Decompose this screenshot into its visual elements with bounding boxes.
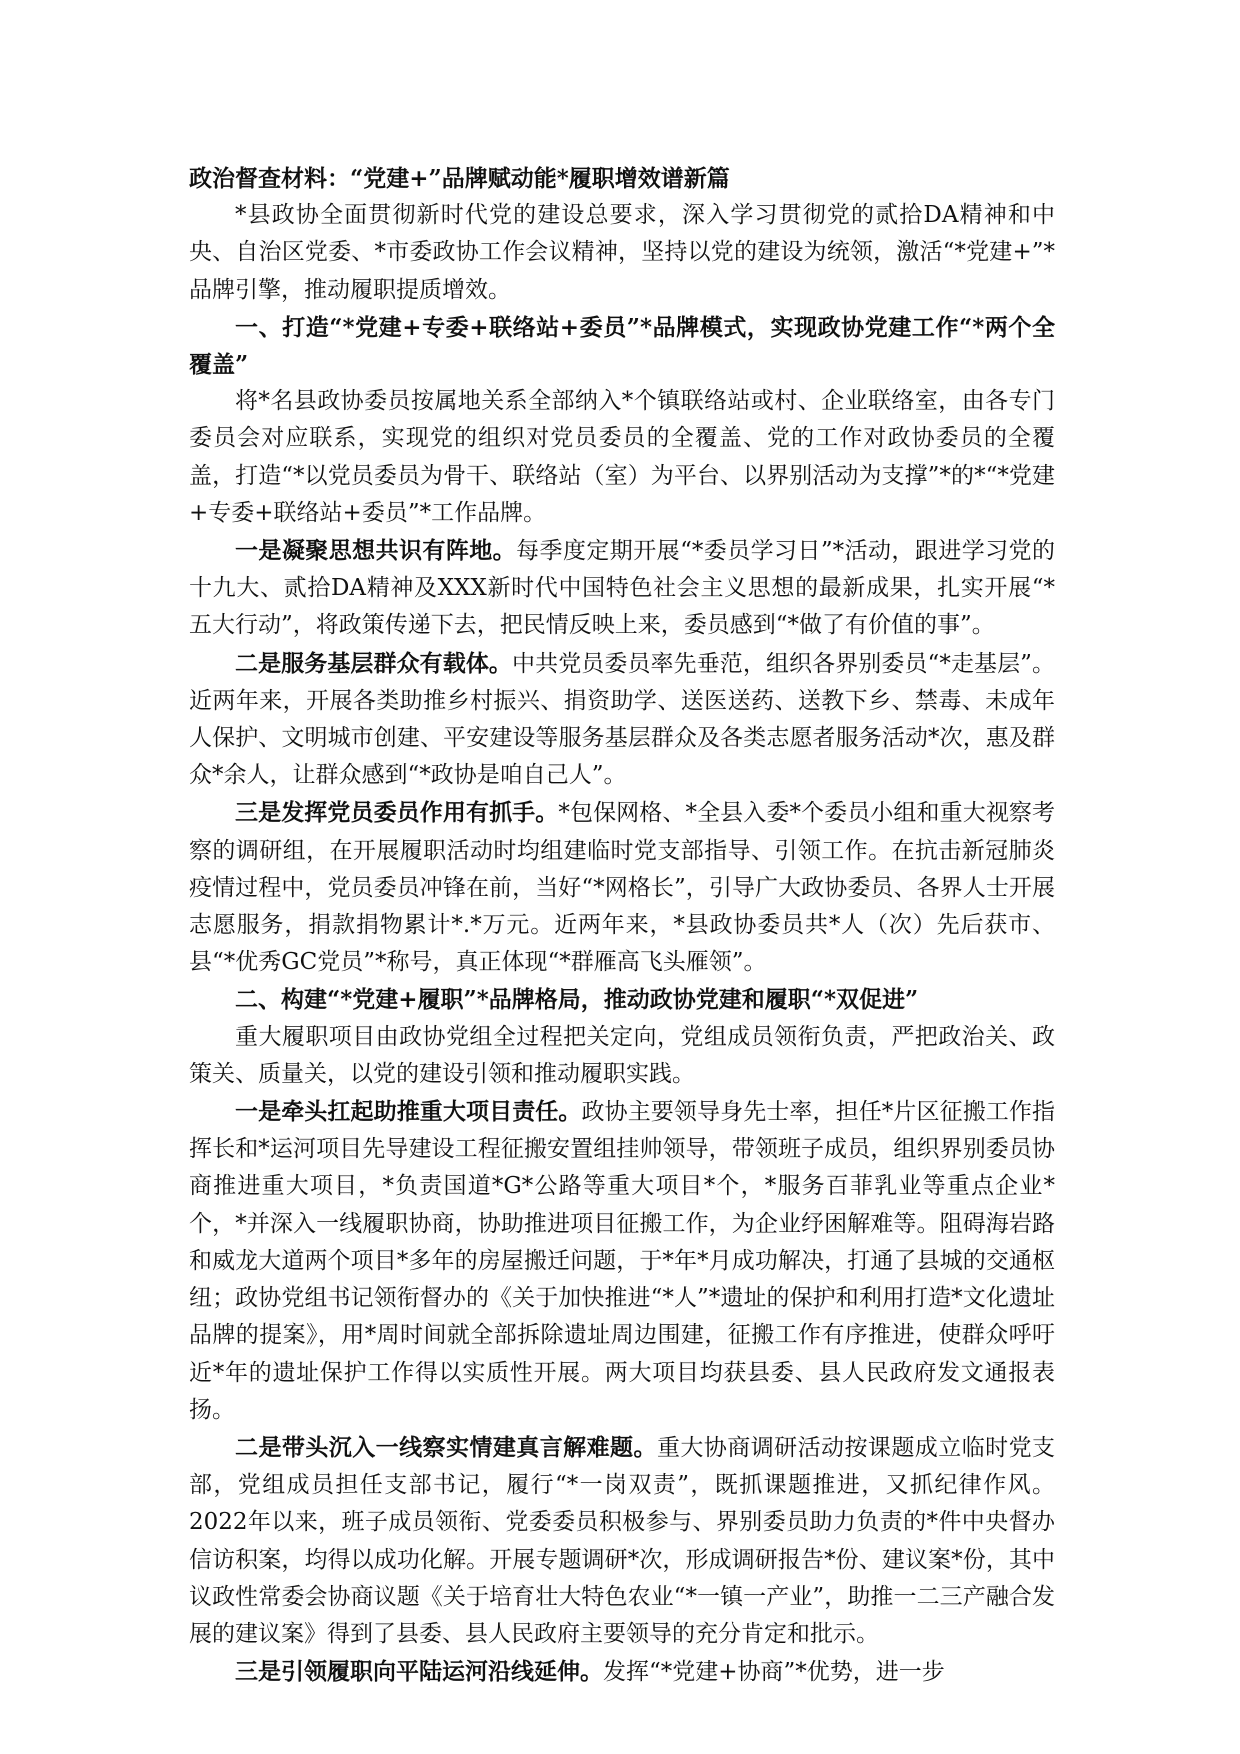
section-1-item-3 xyxy=(189,794,1055,981)
section-1-item-2 xyxy=(189,645,1055,795)
section-1-item-2-lead: 二是服务基层群众有载体。 xyxy=(235,649,513,677)
section-2-item-2-lead: 二是带头沉入一线察实情建真言解难题。 xyxy=(235,1433,657,1461)
section-2-item-3-text: 发挥“*党建+协商”*优势，进一步 xyxy=(603,1659,945,1686)
section-2-body: 重大履职项目由政协党组全过程把关定向，党组成员领衔负责，严把政治关、政策关、质量关，以党的建设引领和推动履职实践。 xyxy=(189,1023,1055,1087)
document-body xyxy=(189,160,1055,1691)
section-1-item-1-lead: 一是凝聚思想共识有阵地。 xyxy=(235,537,517,565)
section-1-item-3-text: *包保网格、*全县入委*个委员小组和重大视察考察的调研组，在开展履职活动时均组建临时党支部指导、引领工作。在抗击新冠肺炎疫情过程中，党员委员冲锋在前，当好“*网格长”，引导广大政协委员、各界人士开展志愿服务，捐款捐物累计*.*万元。近两年来，*县政协委员共*人（次）先后获市、县“*优秀GC党员”*称号，真正体现“*群雁高飞头雁领”。 xyxy=(189,800,1056,976)
section-1-heading: 一、打造“*党建+专委+联络站+委员”*品牌模式，实现政协党建工作“*两个全覆盖” xyxy=(189,313,1055,379)
section-2-item-1-text: 政协主要领导身先士率，担任*片区征搬工作指挥长和*运河项目先导建设工程征搬安置组挂帅领导，带领班子成员，组织界别委员协商推进重大项目，*负责国道*G*公路等重大项目*个，*服务百菲乳业等重点企业*个，*并深入一线履职协商，协助推进项目征搬工作，为企业纾困解难等。阻碍海岩路和威龙大道两个项目*多年的房屋搬迁问题，于*年*月成功解决，打通了县城的交通枢纽；政协党组书记领衔督办的《关于加快推进“*人”*遗址的保护和利用打造*文化遗址品牌的提案》，用*周时间就全部拆除遗址周边围建，征搬工作有序推进，使群众呼吁近*年的遗址保护工作得以实质性开展。两大项目均获县委、县人民政府发文通报表扬。 xyxy=(189,1099,1056,1423)
section-2-item-1 xyxy=(189,1093,1055,1429)
section-2-item-2 xyxy=(189,1429,1055,1653)
section-2-item-3 xyxy=(189,1653,1055,1691)
section-2-item-2-text: 重大协商调研活动按课题成立临时党支部，党组成员担任支部书记，履行“*一岗双责”，既抓课题推进，又抓纪律作风。2022年以来，班子成员领衔、党委委员积极参与、界别委员助力负责的*件中央督办信访积案，均得以成功化解。开展专题调研*次，形成调研报告*份、建议案*份，其中议政性常委会协商议题《关于培育壮大特色农业“*一镇一产业”，助推一二三产融合发展的建议案》得到了县委、县人民政府主要领导的充分肯定和批示。 xyxy=(189,1434,1056,1647)
document-title: 政治督查材料：“党建+”品牌赋动能*履职增效谱新篇 xyxy=(189,165,730,192)
section-1-item-2-text: 中共党员委员率先垂范，组织各界别委员“*走基层”。近两年来，开展各类助推乡村振兴、捐资助学、送医送药、送教下乡、禁毒、未成年人保护、文明城市创建、平安建设等服务基层群众及各类志愿者服务活动*次，惠及群众*余人，让群众感到“*政协是咱自己人”。 xyxy=(189,650,1055,789)
intro-paragraph: *县政协全面贯彻新时代党的建设总要求，深入学习贯彻党的贰拾DA精神和中央、自治区党委、*市委政协工作会议精神，坚持以党的建设为统领，激活“*党建+”*品牌引擎，推动履职提质增效。 xyxy=(189,202,1055,303)
section-1-body: 将*名县政协委员按属地关系全部纳入*个镇联络站或村、企业联络室，由各专门委员会对应联系，实现党的组织对党员委员的全覆盖、党的工作对政协委员的全覆盖，打造“*以党员委员为骨干、联络站（室）为平台、以界别活动为支撑”*的*“*党建+专委+联络站+委员”*工作品牌。 xyxy=(189,388,1055,526)
section-1-item-1 xyxy=(189,532,1055,645)
section-2-item-1-lead: 一是牵头扛起助推重大项目责任。 xyxy=(235,1098,582,1126)
section-1-item-3-lead: 三是发挥党员委员作用有抓手。 xyxy=(235,799,559,827)
section-2-item-3-lead: 三是引领履职向平陆运河沿线延伸。 xyxy=(235,1658,603,1686)
section-1-item-1-text: 每季度定期开展“*委员学习日”*活动，跟进学习党的十九大、贰拾DA精神及XXX新时代中国特色社会主义思想的最新成果，扎实开展“*五大行动”，将政策传递下去，把民情反映上来，委员感到“*做了有价值的事”。 xyxy=(189,538,1055,639)
section-2-heading: 二、构建“*党建+履职”*品牌格局，推动政协党建和履职“*双促进” xyxy=(235,986,919,1014)
